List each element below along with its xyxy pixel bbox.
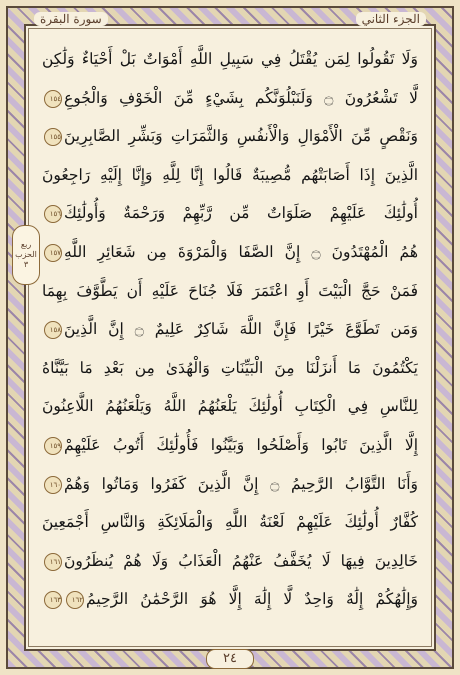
ayah-number-marker: ١٥٨ <box>44 321 62 339</box>
surah-label: سورة البقرة <box>34 12 108 26</box>
verse-line <box>42 79 418 118</box>
verse-line-text: وَنَقْصٍ مِّنَ الْأَمْوَالِ وَالْأَنفُسِ وَالثَّمَرَاتِ وَبَشِّرِ الصَّابِرِينَ <box>64 127 418 146</box>
verse-line <box>42 349 418 388</box>
verse-line-text: إِلَّا الَّذِينَ تَابُوا وَأَصْلَحُوا وَبَيَّنُوا فَأُولَٰئِكَ أَتُوبُ عَلَيْهِمْ <box>64 435 418 454</box>
verse-line-text: الَّذِينَ إِذَا أَصَابَتْهُم مُّصِيبَةٌ قَالُوا إِنَّا لِلَّهِ وَإِنَّا إِلَيْهِ رَاجِعُونَ <box>42 165 418 184</box>
verse-line-text: وَأَنَا التَّوَّابُ الرَّحِيمُ ۝ إِنَّ الَّذِينَ كَفَرُوا وَمَاتُوا وَهُمْ <box>64 474 418 493</box>
ayah-number-marker: ١٦٠ <box>44 476 62 494</box>
ayah-number-marker: ١٦٣ <box>44 591 62 609</box>
verse-line <box>42 40 418 79</box>
marker-line-1: ربع <box>20 240 32 249</box>
verse-line <box>42 503 418 542</box>
ayah-number-marker: ١٥٩ <box>44 437 62 455</box>
ayah-number-marker: ١٥٤ <box>44 90 62 108</box>
verse-line <box>42 426 418 465</box>
verse-line-text: فَمَنْ حَجَّ الْبَيْتَ أَوِ اعْتَمَرَ فَلَا جُنَاحَ عَلَيْهِ أَن يَطَّوَّفَ بِهِمَا <box>42 281 418 300</box>
verse-line <box>42 465 418 504</box>
verse-line <box>42 272 418 311</box>
juz-label: الجزء الثاني <box>356 12 426 26</box>
marker-line-2: الحزب <box>15 250 37 259</box>
page-number: ٢٤ <box>206 649 254 669</box>
verse-line-text: لِلنَّاسِ فِي الْكِتَابِ أُولَٰئِكَ يَلْعَنُهُمُ اللَّهُ وَيَلْعَنُهُمُ اللَّاعِنُونَ <box>42 397 418 416</box>
verse-line-text: خَالِدِينَ فِيهَا لَا يُخَفَّفُ عَنْهُمُ الْعَذَابُ وَلَا هُمْ يُنظَرُونَ <box>64 551 418 570</box>
page-header <box>34 8 426 30</box>
verse-line <box>42 310 418 349</box>
verse-line <box>42 233 418 272</box>
verse-line-text: كُفَّارٌ أُولَٰئِكَ عَلَيْهِمْ لَعْنَةُ اللَّهِ وَالْمَلَائِكَةِ وَالنَّاسِ أَجْمَعِينَ <box>42 513 418 532</box>
ayah-number-marker: ١٦١ <box>44 553 62 571</box>
verse-line-text: وَإِلَٰهُكُمْ إِلَٰهٌ وَاحِدٌ لَّا إِلَٰهَ إِلَّا هُوَ الرَّحْمَٰنُ الرَّحِيمُ <box>86 590 418 609</box>
verse-line-text: لَّا تَشْعُرُونَ ۝ وَلَنَبْلُوَنَّكُم بِشَيْءٍ مِّنَ الْخَوْفِ وَالْجُوعِ <box>64 88 418 107</box>
verse-line <box>42 542 418 581</box>
verse-line-text: وَمَن تَطَوَّعَ خَيْرًا فَإِنَّ اللَّهَ شَاكِرٌ عَلِيمٌ ۝ إِنَّ الَّذِينَ <box>64 320 418 339</box>
marker-line-3: ٣ <box>23 260 29 269</box>
verse-line <box>42 580 418 619</box>
verse-line-text: يَكْتُمُونَ مَا أَنزَلْنَا مِنَ الْبَيِّنَاتِ وَالْهُدَىٰ مِن بَعْدِ مَا بَيَّنَّاهُ <box>42 358 418 377</box>
verse-line <box>42 194 418 233</box>
verse-line <box>42 117 418 156</box>
ayah-number-marker: ١٦٢ <box>66 591 84 609</box>
verse-text-block <box>42 40 418 620</box>
verse-line <box>42 387 418 426</box>
verse-line-text: وَلَا تَقُولُوا لِمَن يُقْتَلُ فِي سَبِيلِ اللَّهِ أَمْوَاتٌ بَلْ أَحْيَاءٌ وَلَٰكِن <box>42 50 418 68</box>
ayah-number-marker: ١٥٦ <box>44 205 62 223</box>
ayah-number-marker: ١٥٧ <box>44 244 62 262</box>
verse-line-text: أُولَٰئِكَ عَلَيْهِمْ صَلَوَاتٌ مِّن رَّبِّهِمْ وَرَحْمَةٌ وَأُولَٰئِكَ <box>64 204 418 223</box>
verse-line <box>42 156 418 195</box>
verse-line-text: هُمُ الْمُهْتَدُونَ ۝ إِنَّ الصَّفَا وَالْمَرْوَةَ مِن شَعَائِرِ اللَّهِ <box>64 242 418 261</box>
hizb-quarter-marker <box>12 225 40 285</box>
ayah-number-marker: ١٥٥ <box>44 128 62 146</box>
